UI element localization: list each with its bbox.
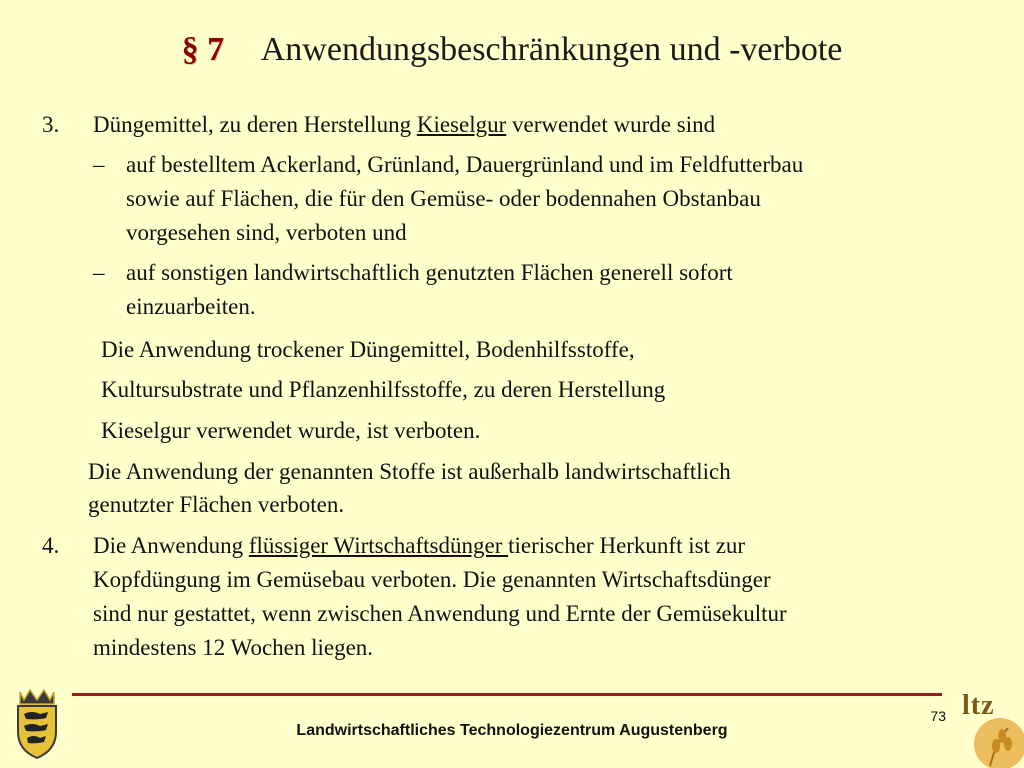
sub1-line-3: vorgesehen sind, verboten und [126,220,407,245]
item-4-line-1: Die Anwendung flüssiger Wirtschaftsdünger tierischer Herkunft ist zur [93,533,746,558]
item-4-line-2: Kopfdüngung im Gemüsebau verboten. Die genannten Wirtschaftsdünger [93,567,771,592]
page-number: 73 [930,708,946,724]
para1-line-1: Die Anwendung trockener Düngemittel, Bodenhilfsstoffe, [101,337,635,362]
sub2-line-2: einzuarbeiten. [126,294,256,319]
ltz-logo-text: ltz [962,690,995,721]
organization-name: Landwirtschaftliches Technologiezentrum Augustenberg [296,722,728,739]
sub1-line-2: sowie auf Flächen, die für den Gemüse- oder bodennahen Obstanbau [126,186,761,211]
item-4-number: 4. [42,533,60,558]
item-3-number: 3. [42,112,60,137]
title-text: Anwendungsbeschränkungen und -verbote [260,31,843,68]
item-3-intro: Düngemittel, zu deren Herstellung Kieselgur verwendet wurde sind [93,112,716,137]
para1-line-2: Kultursubstrate und Pflanzenhilfsstoffe, zu deren Herstellung [101,377,666,402]
para2-line-2: genutzter Flächen verboten. [88,492,345,517]
sub1-line-1: auf bestelltem Ackerland, Grünland, Dauergrünland und im Feldfutterbau [126,152,804,177]
para1-line-3: Kieselgur verwendet wurde, ist verboten. [101,418,481,443]
para2-line-1: Die Anwendung der genannten Stoffe ist außerhalb landwirtschaftlich [88,459,731,484]
sub1-dash: – [93,152,105,177]
section-number: § 7 [181,31,225,68]
sub2-line-1: auf sonstigen landwirtschaftlich genutzten Flächen generell sofort [126,260,733,285]
slide-title [0,28,1024,72]
item-4-line-4: mindestens 12 Wochen liegen. [93,635,374,660]
item-4-line-3: sind nur gestattet, wenn zwischen Anwendung und Ernte der Gemüsekultur [93,601,787,626]
footer-rule [72,693,942,696]
sub2-dash: – [93,260,105,285]
wirtschaftsduenger-underlined: flüssiger Wirtschaftsdünger [248,533,509,558]
kieselgur-underlined: Kieselgur [416,112,507,137]
